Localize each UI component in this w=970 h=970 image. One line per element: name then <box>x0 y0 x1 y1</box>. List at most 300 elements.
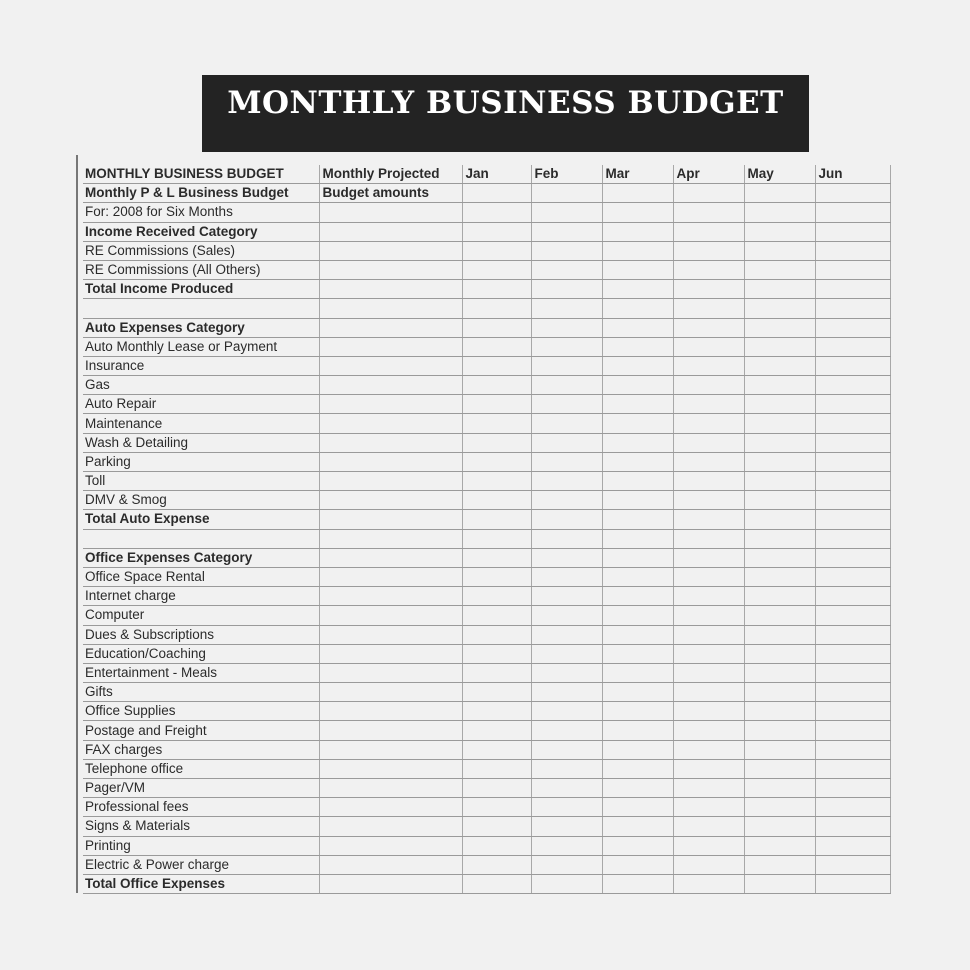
header-cell: Feb <box>531 165 602 184</box>
amount-cell[interactable] <box>531 587 602 606</box>
amount-cell[interactable] <box>531 817 602 836</box>
amount-cell[interactable] <box>462 606 531 625</box>
amount-cell[interactable] <box>319 836 462 855</box>
amount-cell[interactable] <box>602 337 673 356</box>
amount-cell[interactable] <box>602 529 673 548</box>
amount-cell[interactable] <box>744 587 815 606</box>
amount-cell[interactable] <box>319 280 462 299</box>
amount-cell[interactable] <box>531 740 602 759</box>
amount-cell[interactable] <box>462 548 531 567</box>
header-cell: Apr <box>673 165 744 184</box>
amount-cell[interactable] <box>744 683 815 702</box>
amount-cell[interactable] <box>462 260 531 279</box>
amount-cell[interactable] <box>744 280 815 299</box>
amount-cell[interactable] <box>744 836 815 855</box>
header-cell: Mar <box>602 165 673 184</box>
amount-cell[interactable] <box>744 606 815 625</box>
amount-cell[interactable] <box>744 529 815 548</box>
amount-cell[interactable] <box>602 548 673 567</box>
row-label: Insurance <box>83 356 319 375</box>
amount-cell[interactable] <box>462 203 531 222</box>
amount-cell[interactable] <box>531 299 602 318</box>
amount-cell[interactable] <box>744 644 815 663</box>
amount-cell[interactable] <box>531 683 602 702</box>
amount-cell[interactable] <box>602 683 673 702</box>
amount-cell[interactable] <box>319 510 462 529</box>
amount-cell[interactable] <box>673 529 744 548</box>
amount-cell[interactable] <box>815 452 890 471</box>
amount-cell[interactable] <box>319 874 462 893</box>
amount-cell[interactable] <box>531 472 602 491</box>
amount-cell[interactable] <box>602 241 673 260</box>
amount-cell[interactable] <box>815 433 890 452</box>
amount-cell[interactable] <box>602 510 673 529</box>
amount-cell[interactable] <box>462 702 531 721</box>
table-row <box>83 567 890 586</box>
amount-cell[interactable] <box>744 798 815 817</box>
amount-cell[interactable] <box>602 414 673 433</box>
amount-cell[interactable] <box>602 644 673 663</box>
row-label: Maintenance <box>83 414 319 433</box>
amount-cell[interactable] <box>673 740 744 759</box>
row-label <box>83 529 319 548</box>
amount-cell[interactable] <box>815 567 890 586</box>
amount-cell[interactable] <box>744 702 815 721</box>
amount-cell[interactable] <box>462 663 531 682</box>
amount-cell[interactable] <box>673 683 744 702</box>
table-row <box>83 548 890 567</box>
row-label <box>83 299 319 318</box>
amount-cell[interactable] <box>602 817 673 836</box>
amount-cell[interactable] <box>673 203 744 222</box>
amount-cell[interactable] <box>815 356 890 375</box>
amount-cell[interactable] <box>462 817 531 836</box>
amount-cell[interactable] <box>462 318 531 337</box>
header-cell <box>462 184 531 203</box>
amount-cell[interactable] <box>815 721 890 740</box>
amount-cell[interactable] <box>744 548 815 567</box>
amount-cell[interactable] <box>531 721 602 740</box>
table-row <box>83 625 890 644</box>
row-label: Income Received Category <box>83 222 319 241</box>
amount-cell[interactable] <box>673 759 744 778</box>
amount-cell[interactable] <box>744 874 815 893</box>
amount-cell[interactable] <box>531 376 602 395</box>
amount-cell[interactable] <box>815 510 890 529</box>
table-row <box>83 433 890 452</box>
amount-cell[interactable] <box>462 222 531 241</box>
amount-cell[interactable] <box>815 376 890 395</box>
amount-cell[interactable] <box>319 260 462 279</box>
amount-cell[interactable] <box>319 567 462 586</box>
amount-cell[interactable] <box>462 721 531 740</box>
amount-cell[interactable] <box>462 836 531 855</box>
table-row <box>83 452 890 471</box>
amount-cell[interactable] <box>815 472 890 491</box>
amount-cell[interactable] <box>319 376 462 395</box>
amount-cell[interactable] <box>815 683 890 702</box>
amount-cell[interactable] <box>531 280 602 299</box>
amount-cell[interactable] <box>744 222 815 241</box>
amount-cell[interactable] <box>744 414 815 433</box>
amount-cell[interactable] <box>673 567 744 586</box>
table-row <box>83 222 890 241</box>
amount-cell[interactable] <box>602 663 673 682</box>
amount-cell[interactable] <box>815 606 890 625</box>
amount-cell[interactable] <box>531 510 602 529</box>
amount-cell[interactable] <box>319 529 462 548</box>
amount-cell[interactable] <box>673 491 744 510</box>
amount-cell[interactable] <box>462 855 531 874</box>
amount-cell[interactable] <box>744 356 815 375</box>
amount-cell[interactable] <box>462 299 531 318</box>
amount-cell[interactable] <box>531 433 602 452</box>
amount-cell[interactable] <box>673 606 744 625</box>
table-row <box>83 798 890 817</box>
amount-cell[interactable] <box>744 567 815 586</box>
amount-cell[interactable] <box>531 356 602 375</box>
amount-cell[interactable] <box>602 836 673 855</box>
amount-cell[interactable] <box>462 529 531 548</box>
amount-cell[interactable] <box>602 395 673 414</box>
amount-cell[interactable] <box>815 759 890 778</box>
amount-cell[interactable] <box>602 721 673 740</box>
row-label: Office Supplies <box>83 702 319 721</box>
page-title: MONTHLY BUSINESS BUDGET <box>227 84 784 121</box>
amount-cell[interactable] <box>319 702 462 721</box>
amount-cell[interactable] <box>815 280 890 299</box>
amount-cell[interactable] <box>815 663 890 682</box>
table-row <box>83 606 890 625</box>
amount-cell[interactable] <box>319 433 462 452</box>
amount-cell[interactable] <box>673 702 744 721</box>
amount-cell[interactable] <box>602 472 673 491</box>
amount-cell[interactable] <box>531 663 602 682</box>
row-label: Total Income Produced <box>83 280 319 299</box>
amount-cell[interactable] <box>319 318 462 337</box>
amount-cell[interactable] <box>462 280 531 299</box>
amount-cell[interactable] <box>319 548 462 567</box>
amount-cell[interactable] <box>744 241 815 260</box>
amount-cell[interactable] <box>462 625 531 644</box>
amount-cell[interactable] <box>602 855 673 874</box>
table-row <box>83 299 890 318</box>
amount-cell[interactable] <box>531 644 602 663</box>
amount-cell[interactable] <box>602 299 673 318</box>
row-label: Office Space Rental <box>83 567 319 586</box>
amount-cell[interactable] <box>744 721 815 740</box>
amount-cell[interactable] <box>815 529 890 548</box>
amount-cell[interactable] <box>602 587 673 606</box>
amount-cell[interactable] <box>815 644 890 663</box>
amount-cell[interactable] <box>602 452 673 471</box>
amount-cell[interactable] <box>815 587 890 606</box>
amount-cell[interactable] <box>462 433 531 452</box>
amount-cell[interactable] <box>462 491 531 510</box>
amount-cell[interactable] <box>744 203 815 222</box>
amount-cell[interactable] <box>462 395 531 414</box>
row-label: RE Commissions (All Others) <box>83 260 319 279</box>
amount-cell[interactable] <box>673 222 744 241</box>
amount-cell[interactable] <box>673 395 744 414</box>
row-label: Gifts <box>83 683 319 702</box>
amount-cell[interactable] <box>673 452 744 471</box>
budget-table <box>83 165 891 894</box>
amount-cell[interactable] <box>744 491 815 510</box>
amount-cell[interactable] <box>815 779 890 798</box>
amount-cell[interactable] <box>602 779 673 798</box>
row-label: DMV & Smog <box>83 491 319 510</box>
amount-cell[interactable] <box>673 299 744 318</box>
amount-cell[interactable] <box>531 759 602 778</box>
amount-cell[interactable] <box>462 779 531 798</box>
amount-cell[interactable] <box>531 529 602 548</box>
amount-cell[interactable] <box>744 625 815 644</box>
amount-cell[interactable] <box>602 318 673 337</box>
amount-cell[interactable] <box>744 817 815 836</box>
amount-cell[interactable] <box>319 203 462 222</box>
table-row <box>83 356 890 375</box>
row-label: Telephone office <box>83 759 319 778</box>
amount-cell[interactable] <box>462 452 531 471</box>
amount-cell[interactable] <box>602 356 673 375</box>
row-label: Gas <box>83 376 319 395</box>
amount-cell[interactable] <box>815 241 890 260</box>
amount-cell[interactable] <box>815 798 890 817</box>
amount-cell[interactable] <box>531 836 602 855</box>
table-row <box>83 318 890 337</box>
table-row <box>83 721 890 740</box>
amount-cell[interactable] <box>319 222 462 241</box>
amount-cell[interactable] <box>462 241 531 260</box>
amount-cell[interactable] <box>602 740 673 759</box>
header-cell: Monthly Projected <box>319 165 462 184</box>
row-label: MONTHLY BUSINESS BUDGET <box>83 165 319 184</box>
amount-cell[interactable] <box>744 663 815 682</box>
row-label: Signs & Materials <box>83 817 319 836</box>
amount-cell[interactable] <box>744 395 815 414</box>
amount-cell[interactable] <box>531 702 602 721</box>
amount-cell[interactable] <box>744 260 815 279</box>
amount-cell[interactable] <box>673 836 744 855</box>
amount-cell[interactable] <box>319 241 462 260</box>
amount-cell[interactable] <box>673 855 744 874</box>
amount-cell[interactable] <box>319 798 462 817</box>
amount-cell[interactable] <box>531 260 602 279</box>
amount-cell[interactable] <box>602 606 673 625</box>
amount-cell[interactable] <box>602 376 673 395</box>
amount-cell[interactable] <box>531 241 602 260</box>
amount-cell[interactable] <box>744 510 815 529</box>
amount-cell[interactable] <box>531 874 602 893</box>
amount-cell[interactable] <box>744 433 815 452</box>
amount-cell[interactable] <box>602 491 673 510</box>
amount-cell[interactable] <box>673 433 744 452</box>
amount-cell[interactable] <box>462 798 531 817</box>
amount-cell[interactable] <box>319 779 462 798</box>
amount-cell[interactable] <box>531 395 602 414</box>
amount-cell[interactable] <box>744 759 815 778</box>
amount-cell[interactable] <box>602 625 673 644</box>
amount-cell[interactable] <box>744 472 815 491</box>
amount-cell[interactable] <box>319 491 462 510</box>
amount-cell[interactable] <box>319 625 462 644</box>
amount-cell[interactable] <box>531 625 602 644</box>
amount-cell[interactable] <box>815 318 890 337</box>
amount-cell[interactable] <box>531 318 602 337</box>
amount-cell[interactable] <box>815 414 890 433</box>
amount-cell[interactable] <box>531 606 602 625</box>
amount-cell[interactable] <box>462 759 531 778</box>
amount-cell[interactable] <box>744 740 815 759</box>
amount-cell[interactable] <box>462 874 531 893</box>
amount-cell[interactable] <box>462 587 531 606</box>
amount-cell[interactable] <box>531 567 602 586</box>
amount-cell[interactable] <box>744 318 815 337</box>
amount-cell[interactable] <box>462 683 531 702</box>
amount-cell[interactable] <box>673 337 744 356</box>
amount-cell[interactable] <box>815 740 890 759</box>
amount-cell[interactable] <box>319 337 462 356</box>
amount-cell[interactable] <box>531 798 602 817</box>
amount-cell[interactable] <box>319 395 462 414</box>
amount-cell[interactable] <box>815 874 890 893</box>
amount-cell[interactable] <box>744 299 815 318</box>
amount-cell[interactable] <box>673 241 744 260</box>
amount-cell[interactable] <box>531 203 602 222</box>
amount-cell[interactable] <box>462 472 531 491</box>
table-row <box>83 203 890 222</box>
amount-cell[interactable] <box>462 567 531 586</box>
amount-cell[interactable] <box>602 567 673 586</box>
amount-cell[interactable] <box>319 644 462 663</box>
amount-cell[interactable] <box>531 337 602 356</box>
amount-cell[interactable] <box>673 817 744 836</box>
amount-cell[interactable] <box>319 587 462 606</box>
amount-cell[interactable] <box>319 740 462 759</box>
amount-cell[interactable] <box>815 625 890 644</box>
amount-cell[interactable] <box>673 376 744 395</box>
amount-cell[interactable] <box>602 260 673 279</box>
amount-cell[interactable] <box>815 299 890 318</box>
amount-cell[interactable] <box>673 721 744 740</box>
header-cell <box>815 184 890 203</box>
amount-cell[interactable] <box>531 222 602 241</box>
table-row <box>83 376 890 395</box>
amount-cell[interactable] <box>673 798 744 817</box>
amount-cell[interactable] <box>531 548 602 567</box>
row-label: Toll <box>83 472 319 491</box>
amount-cell[interactable] <box>319 452 462 471</box>
amount-cell[interactable] <box>673 280 744 299</box>
amount-cell[interactable] <box>815 491 890 510</box>
amount-cell[interactable] <box>319 683 462 702</box>
amount-cell[interactable] <box>815 817 890 836</box>
amount-cell[interactable] <box>319 759 462 778</box>
amount-cell[interactable] <box>531 779 602 798</box>
amount-cell[interactable] <box>602 874 673 893</box>
amount-cell[interactable] <box>744 452 815 471</box>
header-row <box>83 184 890 203</box>
amount-cell[interactable] <box>319 472 462 491</box>
amount-cell[interactable] <box>602 222 673 241</box>
row-label: Electric & Power charge <box>83 855 319 874</box>
amount-cell[interactable] <box>744 779 815 798</box>
header-row <box>83 165 890 184</box>
amount-cell[interactable] <box>602 798 673 817</box>
amount-cell[interactable] <box>673 548 744 567</box>
amount-cell[interactable] <box>602 759 673 778</box>
amount-cell[interactable] <box>602 280 673 299</box>
amount-cell[interactable] <box>602 702 673 721</box>
amount-cell[interactable] <box>815 855 890 874</box>
amount-cell[interactable] <box>319 817 462 836</box>
amount-cell[interactable] <box>531 452 602 471</box>
amount-cell[interactable] <box>462 356 531 375</box>
amount-cell[interactable] <box>673 644 744 663</box>
amount-cell[interactable] <box>673 356 744 375</box>
amount-cell[interactable] <box>815 222 890 241</box>
amount-cell[interactable] <box>319 606 462 625</box>
amount-cell[interactable] <box>531 414 602 433</box>
amount-cell[interactable] <box>673 663 744 682</box>
amount-cell[interactable] <box>815 395 890 414</box>
amount-cell[interactable] <box>673 874 744 893</box>
amount-cell[interactable] <box>673 625 744 644</box>
amount-cell[interactable] <box>673 318 744 337</box>
amount-cell[interactable] <box>462 644 531 663</box>
amount-cell[interactable] <box>319 855 462 874</box>
amount-cell[interactable] <box>319 721 462 740</box>
amount-cell[interactable] <box>462 510 531 529</box>
amount-cell[interactable] <box>744 337 815 356</box>
table-row <box>83 414 890 433</box>
row-label: Internet charge <box>83 587 319 606</box>
amount-cell[interactable] <box>815 337 890 356</box>
amount-cell[interactable] <box>319 414 462 433</box>
amount-cell[interactable] <box>673 779 744 798</box>
amount-cell[interactable] <box>319 356 462 375</box>
amount-cell[interactable] <box>531 855 602 874</box>
amount-cell[interactable] <box>319 299 462 318</box>
amount-cell[interactable] <box>462 740 531 759</box>
amount-cell[interactable] <box>319 663 462 682</box>
amount-cell[interactable] <box>462 414 531 433</box>
amount-cell[interactable] <box>462 376 531 395</box>
amount-cell[interactable] <box>815 702 890 721</box>
amount-cell[interactable] <box>462 337 531 356</box>
amount-cell[interactable] <box>815 203 890 222</box>
amount-cell[interactable] <box>531 491 602 510</box>
amount-cell[interactable] <box>744 376 815 395</box>
header-cell <box>673 184 744 203</box>
amount-cell[interactable] <box>673 414 744 433</box>
amount-cell[interactable] <box>673 472 744 491</box>
amount-cell[interactable] <box>815 836 890 855</box>
amount-cell[interactable] <box>673 260 744 279</box>
amount-cell[interactable] <box>815 548 890 567</box>
row-label: Office Expenses Category <box>83 548 319 567</box>
amount-cell[interactable] <box>673 510 744 529</box>
amount-cell[interactable] <box>673 587 744 606</box>
row-label: Parking <box>83 452 319 471</box>
amount-cell[interactable] <box>744 855 815 874</box>
amount-cell[interactable] <box>602 433 673 452</box>
amount-cell[interactable] <box>815 260 890 279</box>
row-label: Auto Expenses Category <box>83 318 319 337</box>
header-cell <box>602 184 673 203</box>
amount-cell[interactable] <box>602 203 673 222</box>
